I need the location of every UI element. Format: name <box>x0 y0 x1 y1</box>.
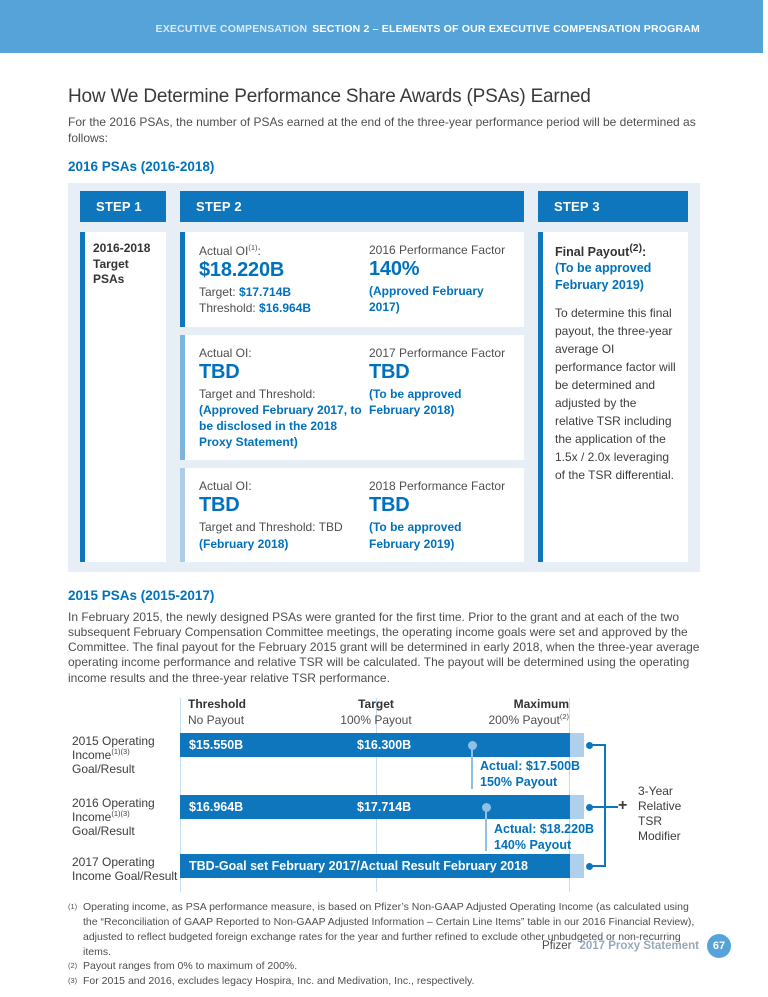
target-column-header: Target 100% Payout <box>340 696 412 728</box>
footnote-2: (2) Payout ranges from 0% to maximum of 200%. <box>68 960 298 973</box>
heading-2016-psas: 2016 PSAs (2016-2018) <box>68 159 215 175</box>
performance-factor-value-2018: TBD <box>369 494 410 517</box>
step1-label-line1: 2016-2018 <box>93 241 151 256</box>
performance-factor-label-2018: 2018 Performance Factor <box>369 479 506 494</box>
threshold-column-header: Threshold No Payout <box>188 696 247 728</box>
threshold-line: Threshold: $16.964B <box>199 301 312 316</box>
performance-factor-note-2016: (Approved February 2017) <box>369 284 484 315</box>
plus-sign: + <box>618 796 628 814</box>
step3-header: STEP 3 <box>538 191 688 222</box>
tsr-modifier-annotation: 3-Year Relative TSR Modifier <box>638 783 682 843</box>
actual-label-2016: Actual: $18.220B 140% Payout <box>494 821 595 853</box>
bar-2017 <box>180 854 570 878</box>
psa-2016-diagram <box>68 183 700 572</box>
footer-document-title: 2017 Proxy Statement <box>579 940 699 952</box>
page-number-badge: 67 <box>707 934 731 958</box>
bar-2015-target-value: $16.300B <box>357 737 412 752</box>
step2-box-2017 <box>180 335 524 461</box>
step1-target-psas-box <box>80 232 166 562</box>
step2-column <box>180 232 524 562</box>
bar-2016 <box>180 795 570 819</box>
bar-2016-target-value: $17.714B <box>357 799 412 814</box>
row-label-2016: 2016 Operating Income$^{(1)(3)}$ Goal/Result <box>72 795 155 839</box>
footnote-3: (3) For 2015 and 2016, excludes legacy Hospira, Inc. and Medivation, Inc., respectively. <box>68 975 475 988</box>
final-payout-body: To determine this final payout, the three-year average OI performance factor will be determined and adjusted by the relative TSR including the application of the 1.5x / 2.0x leveraging of the TSR differential. <box>555 306 676 483</box>
step2-box-2016 <box>180 232 524 326</box>
psa-2015-paragraph: In February 2015, the newly designed PSAs were granted for the first time. Prior to the grant and at each of the two subsequent February Compensation Committee meetings, the operating income goals were set and approved by the Committee. The final payout for the February 2015 grant will be determined in early 2018, when the three-year average operating income performance and relative TSR will be calculated. The payout will be determined using the operating income results and the three-year relative TSR performance. <box>68 609 700 685</box>
actual-marker-2016 <box>482 803 491 812</box>
step3-final-payout-box <box>538 232 688 562</box>
approval-note: (Approved February 2017, to be disclosed in the 2018 Proxy Statement) <box>199 402 362 450</box>
bar-2016-maximum-cap <box>570 795 584 819</box>
performance-factor-note-2018: (To be approved February 2019) <box>369 520 462 551</box>
page-header-band <box>0 0 763 53</box>
final-payout-approval: (To be approved February 2019) <box>555 261 652 293</box>
marker-dropline-2015 <box>471 745 473 789</box>
target-threshold-line: Target and Threshold: <box>199 386 316 401</box>
maximum-column-header: Maximum 200% Payout$^{(2)}$ <box>488 696 569 728</box>
footnote-1: (1) Operating income, as PSA performance measure, is based on Pfizer’s Non-GAAP Adjusted Operating Income (as calculated using the “Reconciliation of GAAP Reported to Non-GAAP Adjusted Information – Certain Line Items” table in our 2016 Financial Review), adjusted to reflect budgeted foreign exchange rates for the year and further refined to exclude other unbudgeted or non-recurring items. <box>68 900 695 958</box>
performance-factor-label-2017: 2017 Performance Factor <box>369 345 506 360</box>
actual-label-2015: Actual: $17.500B 150% Payout <box>480 758 581 790</box>
actual-oi-value-2017: TBD <box>199 360 240 383</box>
row-label-2015: 2015 Operating Income$^{(1)(3)}$ Goal/Result <box>72 733 155 777</box>
psa-2015-chart <box>68 694 700 896</box>
header-section-label: EXECUTIVE COMPENSATION <box>155 22 308 35</box>
actual-oi-value-2018: TBD <box>199 494 240 517</box>
actual-oi-value-2016: $18.220B <box>199 259 285 282</box>
step1-label-line2: Target PSAs <box>93 256 129 287</box>
page-content <box>68 53 700 989</box>
step2-header: STEP 2 <box>180 191 524 222</box>
bar-2016-threshold-value: $16.964B <box>189 799 244 814</box>
actual-oi-label: Actual OI: <box>199 479 252 494</box>
date-note: (February 2018) <box>199 536 289 551</box>
header-title: SECTION 2 – ELEMENTS OF OUR EXECUTIVE COMPENSATION PROGRAM <box>312 22 700 35</box>
actual-oi-label: Actual OI$^{(1)}$: <box>199 243 261 259</box>
actual-marker-2015 <box>468 741 477 750</box>
final-payout-title: Final Payout$^{(2)}$: <box>555 243 647 260</box>
bar-2017-tbd-text: TBD-Goal set February 2017/Actual Result February 2018 <box>189 858 529 873</box>
target-threshold-line: Target and Threshold: TBD <box>199 520 343 535</box>
marker-dropline-2016 <box>485 807 487 851</box>
heading-2015-psas: 2015 PSAs (2015-2017) <box>68 587 215 603</box>
actual-oi-label: Actual OI: <box>199 345 252 360</box>
row-label-2017: 2017 Operating Income Goal/Result <box>72 854 178 884</box>
bracket-connector-line <box>606 806 618 808</box>
bar-2015 <box>180 733 570 757</box>
performance-factor-value-2016: 140% <box>369 258 420 281</box>
footer-brand: Pfizer <box>542 940 572 952</box>
step1-header: STEP 1 <box>80 191 166 222</box>
page-title: How We Determine Performance Share Awards (PSAs) Earned <box>68 86 591 107</box>
performance-factor-note-2017: (To be approved February 2018) <box>369 386 462 417</box>
performance-factor-label-2016: 2016 Performance Factor <box>369 243 506 258</box>
target-line: Target: $17.714B <box>199 285 292 300</box>
step2-box-2018 <box>180 468 524 561</box>
bar-2017-maximum-cap <box>570 854 584 878</box>
page-footer <box>0 934 768 958</box>
performance-factor-value-2017: TBD <box>369 360 410 383</box>
bar-2015-threshold-value: $15.550B <box>189 737 244 752</box>
intro-paragraph: For the 2016 PSAs, the number of PSAs earned at the end of the three-year performance period will be determined as follows: <box>68 115 696 145</box>
bar-2015-maximum-cap <box>570 733 584 757</box>
